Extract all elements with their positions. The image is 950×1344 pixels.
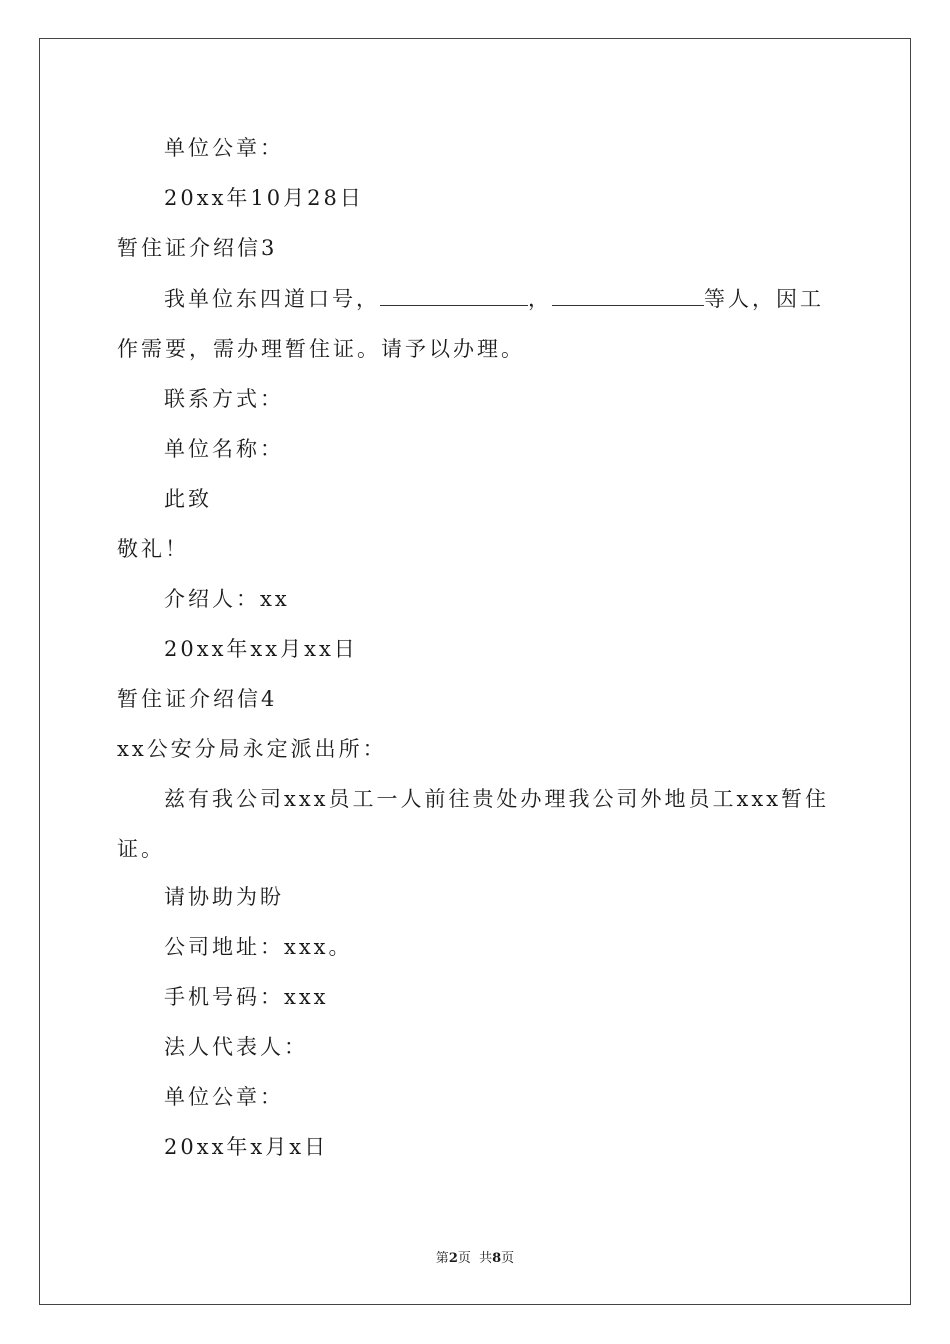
body-paragraph-line: 兹有我公司xxx员工一人前往贵处办理我公司外地员工xxx暂住 [164, 787, 830, 811]
body-paragraph-continuation: 作需要，需办理暂住证。请予以办理。 [117, 337, 525, 361]
addressee-line: xx公安分局永定派出所： [117, 737, 387, 761]
body-paragraph-line [164, 284, 824, 314]
total-page-number: 8 [492, 1251, 502, 1266]
request-line: 请协助为盼 [164, 885, 284, 909]
date-line: 20xx年10月28日 [164, 186, 364, 210]
body-paragraph-continuation: 证。 [117, 837, 165, 861]
body-text: 我单位东四道口号， [164, 287, 380, 311]
page-footer [0, 1247, 950, 1266]
legal-representative-line: 法人代表人： [164, 1035, 308, 1059]
footer-text: 页 [501, 1251, 515, 1266]
unit-name-line: 单位名称： [164, 437, 284, 461]
date-line: 20xx年xx月xx日 [164, 637, 358, 661]
footer-text: 页 共 [457, 1251, 493, 1266]
body-text: ， [528, 287, 552, 311]
body-text: 等人，因工 [704, 287, 824, 311]
salutation-line: 敬礼！ [117, 537, 189, 561]
fill-in-blank [552, 287, 704, 306]
unit-seal-line: 单位公章： [164, 136, 284, 160]
introducer-line: 介绍人：xx [164, 587, 290, 611]
section-heading-3: 暂住证介绍信3 [117, 236, 278, 260]
contact-line: 联系方式： [164, 387, 284, 411]
section-heading-4: 暂住证介绍信4 [117, 687, 278, 711]
closing-line: 此致 [164, 487, 212, 511]
page-border [39, 38, 911, 1305]
company-address-line: 公司地址：xxx。 [164, 935, 353, 959]
current-page-number: 2 [448, 1251, 458, 1266]
date-line: 20xx年x月x日 [164, 1135, 329, 1159]
phone-line: 手机号码：xxx [164, 985, 329, 1009]
unit-seal-line: 单位公章： [164, 1085, 284, 1109]
footer-text: 第 [435, 1251, 449, 1266]
fill-in-blank [380, 287, 528, 306]
